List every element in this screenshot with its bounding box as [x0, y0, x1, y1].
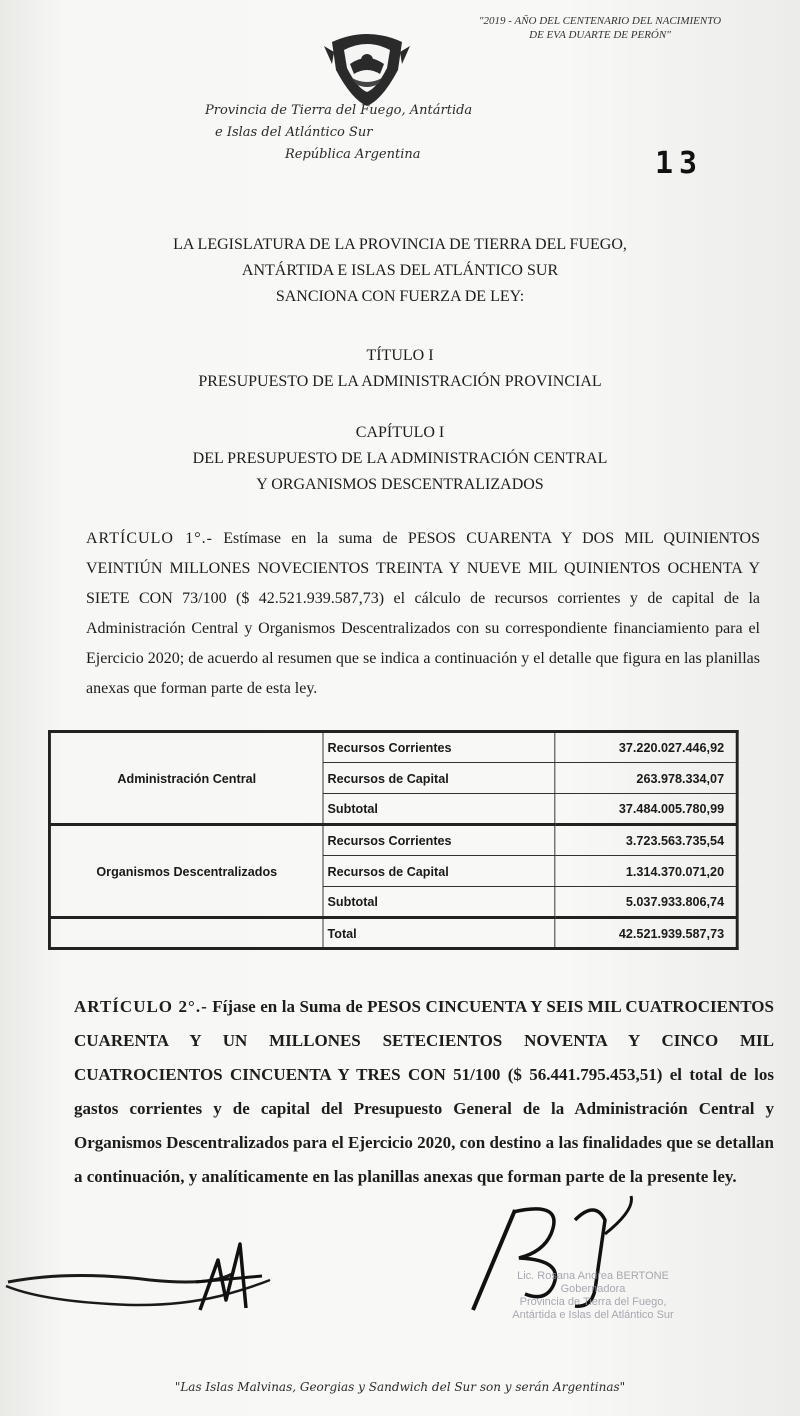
chapter-heading	[0, 420, 800, 498]
chapter-name-line1: DEL PRESUPUESTO DE LA ADMINISTRACIÓN CENTRAL	[192, 450, 608, 467]
concept-cell: Subtotal	[323, 794, 555, 825]
provincial-crest-icon	[322, 30, 412, 110]
malvinas-motto: "Las Islas Malvinas, Georgias y Sandwich del Sur son y serán Argentinas"	[174, 1380, 626, 1394]
budget-summary-table	[48, 730, 739, 950]
province-line3: República Argentina	[285, 147, 421, 162]
stamp-line2: Gobernadora	[560, 1283, 626, 1295]
province-line2: e Islas del Atlántico Sur	[215, 125, 373, 140]
title-number: TÍTULO I	[366, 347, 434, 364]
amount-cell: 263.978.334,07	[555, 763, 737, 794]
total-label-cell: Total	[323, 918, 555, 949]
concept-cell: Recursos Corrientes	[323, 732, 555, 763]
title-name: PRESUPUESTO DE LA ADMINISTRACIÓN PROVINCIAL	[198, 373, 602, 390]
province-line1: Provincia de Tierra del Fuego, Antártida	[205, 103, 473, 118]
governor-stamp	[478, 1270, 708, 1322]
concept-cell: Recursos de Capital	[323, 763, 555, 794]
concept-cell: Recursos de Capital	[323, 856, 555, 887]
chapter-name-line2: Y ORGANISMOS DESCENTRALIZADOS	[256, 476, 544, 493]
amount-cell: 1.314.370.071,20	[555, 856, 737, 887]
centenary-motto-line1: "2019 - AÑO DEL CENTENARIO DEL NACIMIENTO	[478, 15, 722, 27]
legislator-signature-icon	[0, 1230, 330, 1340]
total-amount-cell: 42.521.939.587,73	[555, 918, 737, 949]
article-1-label: ARTÍCULO 1°.-	[86, 530, 213, 547]
amount-cell: 37.220.027.446,92	[555, 732, 737, 763]
concept-cell: Subtotal	[323, 887, 555, 918]
stamp-line4: Antártida e Islas del Atlántico Sur	[512, 1309, 674, 1321]
document-number: 13	[655, 146, 704, 181]
legislature-line2: ANTÁRTIDA E ISLAS DEL ATLÁNTICO SUR	[241, 262, 559, 279]
total-row	[49, 918, 737, 949]
title-heading	[0, 343, 800, 395]
amount-cell: 37.484.005.780,99	[555, 794, 737, 825]
stamp-line1: Lic. Rosana Andrea BERTONE	[517, 1270, 669, 1282]
centenary-motto-line2: DE EVA DUARTE DE PERÓN"	[529, 29, 671, 41]
table-row	[49, 732, 737, 763]
concept-cell: Recursos Corrientes	[323, 825, 555, 856]
article-2-text: Fíjase en la Suma de PESOS CINCUENTA Y SEIS MIL CUATROCIENTOS CUARENTA Y UN MILLONES SETECIENTOS NOVENTA Y CINCO MIL CUATROCIENTOS CINCUENTA Y TRES CON 51/100 ($ 56.441.795.453,51) el total de los gastos corrientes y de capital del Presupuesto General de la Administración Central y Organismos Descentralizados para el Ejercicio 2020, con destino a las finalidades que se detallan a continuación, y analíticamente en las planillas anexas que forman parte de la presente ley.	[74, 997, 774, 1186]
total-empty-cell	[49, 918, 323, 949]
province-header	[205, 100, 565, 166]
article-2	[74, 990, 774, 1194]
group-name-cell: Organismos Descentralizados	[49, 825, 323, 918]
group-name-cell: Administración Central	[49, 732, 323, 825]
article-1-text: Estímase en la suma de PESOS CUARENTA Y DOS MIL QUINIENTOS VEINTIÚN MILLONES NOVECIENTOS TREINTA Y NUEVE MIL QUINIENTOS OCHENTA Y SIETE CON 73/100 ($ 42.521.939.587,73) el cálculo de recursos corrientes y de capital de la Administración Central y Organismos Descentralizados con su correspondiente financiamiento para el Ejercicio 2020; de acuerdo al resumen que se indica a continuación y el detalle que figura en las planillas anexas que forman parte de esta ley.	[86, 530, 760, 697]
legislature-line3: SANCIONA CON FUERZA DE LEY:	[275, 288, 525, 305]
amount-cell: 5.037.933.806,74	[555, 887, 737, 918]
chapter-number: CAPÍTULO I	[355, 424, 445, 441]
table-row	[49, 825, 737, 856]
amount-cell: 3.723.563.735,54	[555, 825, 737, 856]
article-1	[86, 524, 760, 704]
article-2-label: ARTÍCULO 2°.-	[74, 997, 208, 1016]
legislature-heading	[0, 232, 800, 310]
stamp-line3: Provincia de Tierra del Fuego,	[519, 1296, 667, 1308]
centenary-motto	[440, 14, 760, 42]
legislature-line1: LA LEGISLATURA DE LA PROVINCIA DE TIERRA DEL FUEGO,	[173, 236, 627, 253]
